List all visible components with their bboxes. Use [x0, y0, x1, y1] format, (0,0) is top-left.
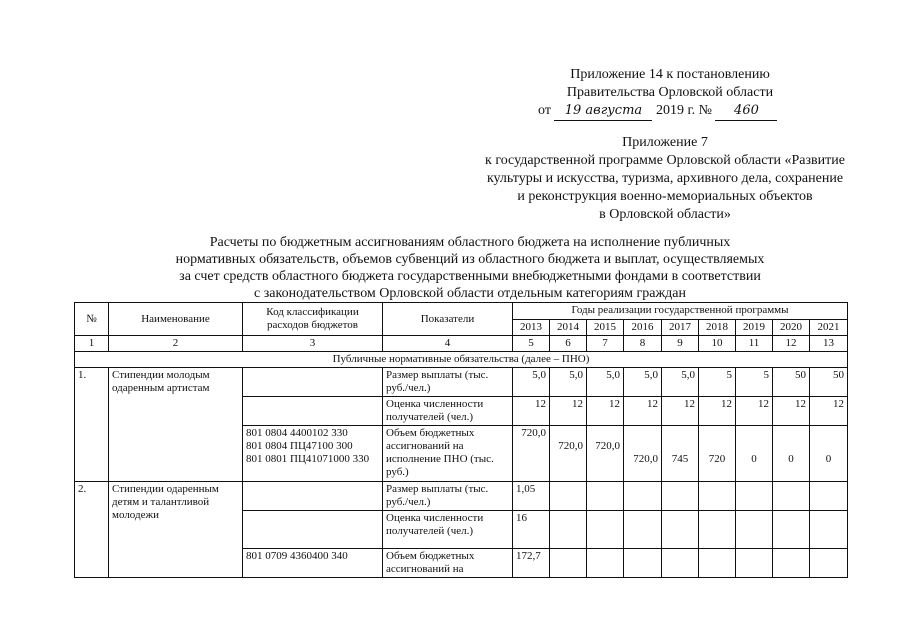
col-number: 2: [109, 336, 243, 352]
title-line-1: Расчеты по бюджетным ассигнованиям областного бюджета на исполнение публичных: [209, 235, 731, 250]
value-cell: [699, 511, 736, 549]
appendix-line-5: в Орловской области»: [599, 207, 731, 222]
item-name: Стипендии одаренным детям и талантливой молодежи: [109, 482, 243, 578]
value-cell: 0: [736, 426, 773, 482]
value-cell: [550, 511, 587, 549]
col-number: 4: [383, 336, 513, 352]
appendix-line-3: культуры и искусства, туризма, архивного дела, сохранение: [486, 171, 844, 186]
value-cell: 16: [513, 511, 550, 549]
code-line: 801 0801 ПЦ41071000 330: [246, 453, 370, 465]
item-num: 2.: [75, 482, 109, 578]
value-cell: 50: [773, 368, 810, 397]
value-cell: [699, 482, 736, 511]
value-cell: 5,0: [513, 368, 550, 397]
appendix-line-2: к государственной программе Орловской области «Развитие: [485, 153, 845, 168]
value-cell: [624, 511, 662, 549]
value-cell: 172,7: [513, 549, 550, 578]
value-cell: [736, 511, 773, 549]
from-label: от: [538, 103, 551, 118]
approval-line-1: Приложение 14 к постановлению: [570, 67, 770, 82]
value-cell: [699, 549, 736, 578]
col-number: 9: [662, 336, 699, 352]
value-cell: 745: [662, 426, 699, 482]
value-cell: [736, 549, 773, 578]
section-title: Публичные нормативные обязательства (далее – ПНО): [75, 352, 848, 368]
year-cell: 2013: [513, 320, 550, 336]
value-cell: [810, 482, 848, 511]
value-cell: [587, 549, 624, 578]
value-cell: [624, 549, 662, 578]
value-cell: 12: [736, 397, 773, 426]
year-cell: 2020: [773, 320, 810, 336]
appendix-line-1: Приложение 7: [622, 135, 708, 150]
value-cell: 720,0: [550, 426, 587, 482]
year-cell: 2014: [550, 320, 587, 336]
header-name: Наименование: [109, 303, 243, 336]
value-cell: 720,0: [624, 426, 662, 482]
header-indicators: Показатели: [383, 303, 513, 336]
value-cell: 5,0: [550, 368, 587, 397]
code-cell: [243, 368, 383, 397]
value-cell: [736, 482, 773, 511]
value-cell: [662, 549, 699, 578]
value-cell: 5,0: [624, 368, 662, 397]
value-cell: [550, 482, 587, 511]
col-number: 1: [75, 336, 109, 352]
value-cell: 12: [699, 397, 736, 426]
approval-date-line: [520, 102, 820, 121]
value-cell: 5,0: [662, 368, 699, 397]
item-num: 1.: [75, 368, 109, 482]
approval-line-2: Правительства Орловской области: [566, 85, 774, 100]
section-row: [75, 352, 848, 368]
value-cell: [810, 549, 848, 578]
value-cell: [550, 549, 587, 578]
table-row: [75, 368, 848, 397]
col-number: 5: [513, 336, 550, 352]
value-cell: 12: [587, 397, 624, 426]
value-cell: [810, 511, 848, 549]
header-row-1: [75, 303, 848, 320]
header-code: Код классификации расходов бюджетов: [243, 303, 383, 336]
value-cell: [773, 511, 810, 549]
value-cell: [773, 482, 810, 511]
code-cell: [243, 426, 383, 482]
value-cell: 12: [513, 397, 550, 426]
year-cell: 2017: [662, 320, 699, 336]
code-line: 801 0804 4400102 330: [246, 427, 348, 439]
year-cell: 2018: [699, 320, 736, 336]
col-number: 10: [699, 336, 736, 352]
appendix-header: [455, 134, 875, 224]
header-num: №: [75, 303, 109, 336]
value-cell: 50: [810, 368, 848, 397]
value-cell: 5,0: [587, 368, 624, 397]
code-cell: [243, 397, 383, 426]
value-cell: 12: [773, 397, 810, 426]
value-cell: 0: [810, 426, 848, 482]
header-years-group: Годы реализации государственной программы: [513, 303, 848, 320]
document-title: [120, 234, 820, 302]
column-numbers-row: [75, 336, 848, 352]
value-cell: [662, 511, 699, 549]
col-number: 7: [587, 336, 624, 352]
year-cell: 2019: [736, 320, 773, 336]
value-cell: [587, 482, 624, 511]
item-name: Стипендии молодым одаренным артистам: [109, 368, 243, 482]
code-cell: 801 0709 4360400 340: [243, 549, 383, 578]
indicator-cell: Оценка численности получателей (чел.): [383, 397, 513, 426]
col-number: 6: [550, 336, 587, 352]
value-cell: 0: [773, 426, 810, 482]
col-number: 13: [810, 336, 848, 352]
code-line: 801 0804 ПЦ47100 300: [246, 440, 353, 452]
handwritten-number: 460: [715, 102, 777, 121]
appendix-line-4: и реконструкция военно-мемориальных объектов: [517, 189, 813, 204]
year-cell: 2021: [810, 320, 848, 336]
title-line-2: нормативных обязательств, объемов субвенций из областного бюджета и выплат, осуществляемых: [175, 252, 765, 267]
title-line-4: с законодательством Орловской области отдельным категориям граждан: [254, 286, 686, 301]
approval-header: [520, 66, 820, 121]
col-number: 8: [624, 336, 662, 352]
value-cell: 720: [699, 426, 736, 482]
indicator-cell: Объем бюджетных ассигнований на исполнение ПНО (тыс. руб.): [383, 426, 513, 482]
value-cell: 12: [550, 397, 587, 426]
indicator-cell: Размер выплаты (тыс. руб./чел.): [383, 482, 513, 511]
value-cell: [587, 511, 624, 549]
value-cell: [773, 549, 810, 578]
col-number: 3: [243, 336, 383, 352]
value-cell: 5: [699, 368, 736, 397]
table-row: [75, 482, 848, 511]
code-cell: [243, 482, 383, 511]
handwritten-date: 19 августа: [554, 102, 652, 121]
indicator-cell: Размер выплаты (тыс. руб./чел.): [383, 368, 513, 397]
col-number: 11: [736, 336, 773, 352]
value-cell: 1,05: [513, 482, 550, 511]
budget-table: [74, 302, 848, 578]
year-cell: 2015: [587, 320, 624, 336]
year-label: 2019 г. №: [655, 103, 712, 118]
col-number: 12: [773, 336, 810, 352]
value-cell: [624, 482, 662, 511]
value-cell: [662, 482, 699, 511]
value-cell: 12: [662, 397, 699, 426]
value-cell: 720,0: [587, 426, 624, 482]
value-cell: 5: [736, 368, 773, 397]
indicator-cell: Оценка численности получателей (чел.): [383, 511, 513, 549]
value-cell: 12: [810, 397, 848, 426]
title-line-3: за счет средств областного бюджета государственными внебюджетными фондами в соответствии: [179, 269, 761, 284]
indicator-cell: Объем бюджетных ассигнований на: [383, 549, 513, 578]
code-cell: [243, 511, 383, 549]
value-cell: 12: [624, 397, 662, 426]
value-cell: 720,0: [513, 426, 550, 482]
year-cell: 2016: [624, 320, 662, 336]
